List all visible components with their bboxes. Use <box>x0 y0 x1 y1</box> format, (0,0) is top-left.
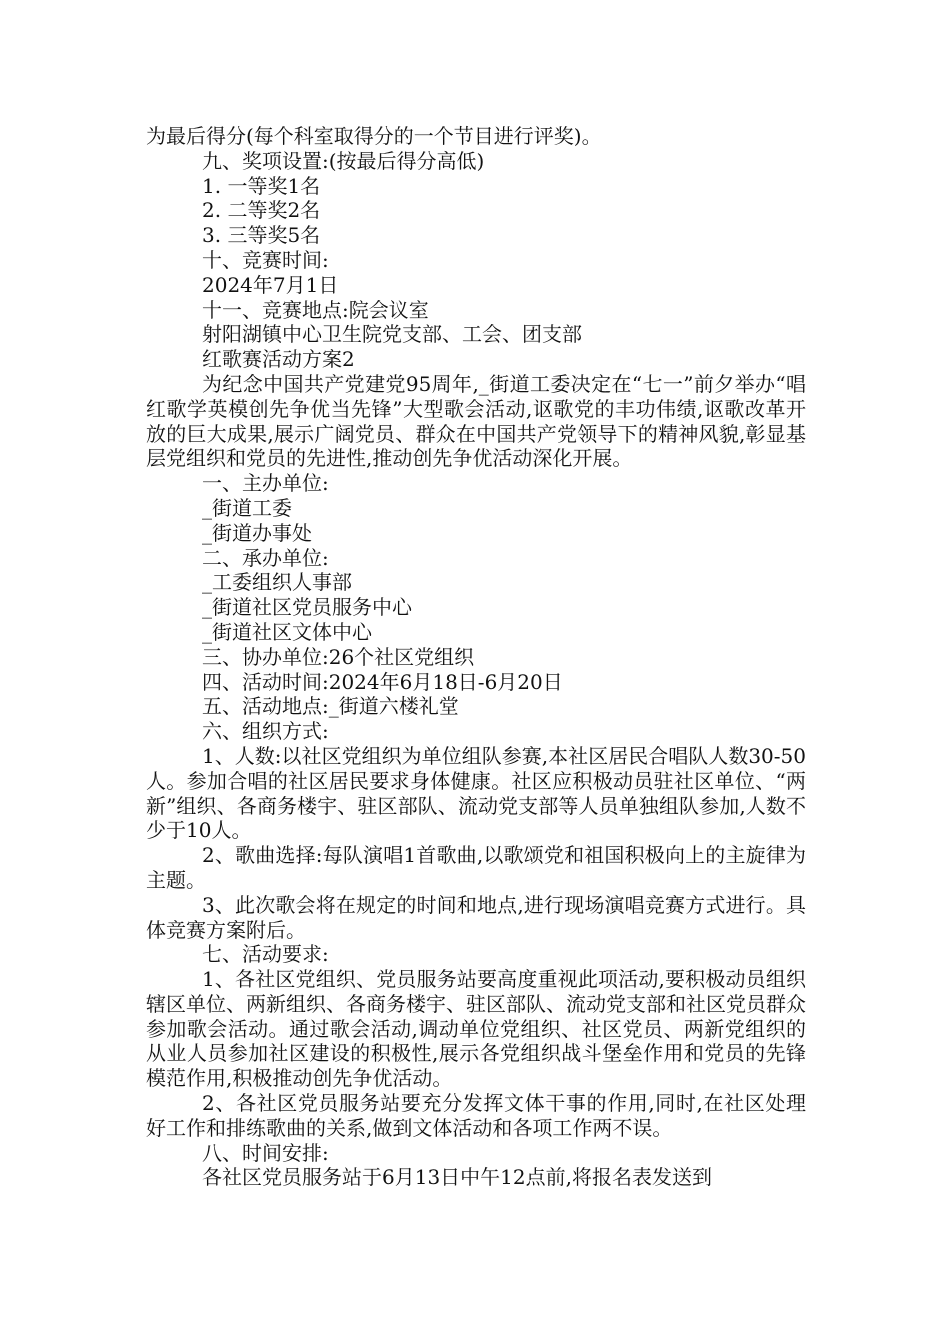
paragraph: 四、活动时间:2024年6月18日-6月20日 <box>202 669 563 694</box>
paragraph: _工委组织人事部 <box>202 570 352 595</box>
paragraph: 六、组织方式: <box>202 719 329 744</box>
paragraph: 二、承办单位: <box>202 545 329 570</box>
paragraph: _街道社区文体中心 <box>202 619 372 644</box>
paragraph: 八、时间安排: <box>202 1140 329 1165</box>
paragraph: 3、此次歌会将在规定的时间和地点,进行现场演唱竞赛方式进行。具体竞赛方案附后。 <box>146 892 806 942</box>
paragraph: 九、奖项设置:(按最后得分高低) <box>202 148 485 173</box>
paragraph: 1、人数:以社区党组织为单位组队参赛,本社区居民合唱队人数30-50人。参加合唱的社区居民要求身体健康。社区应积极动员驻社区单位、“两新”组织、各商务楼宇、驻区部队、流动党支部等人员单独组队参加,人数不少于10人。 <box>146 743 806 843</box>
paragraph: 五、活动地点:_街道六楼礼堂 <box>202 694 459 719</box>
paragraph: 十一、竞赛地点:院会议室 <box>202 297 429 322</box>
paragraph: 一、主办单位: <box>202 471 329 496</box>
paragraph: _街道工委 <box>202 495 292 520</box>
paragraph: 红歌赛活动方案2 <box>202 347 355 372</box>
paragraph: 2、歌曲选择:每队演唱1首歌曲,以歌颂党和祖国积极向上的主旋律为主题。 <box>146 843 806 892</box>
paragraph: 七、活动要求: <box>202 942 329 967</box>
paragraph: 1. 一等奖1名 <box>202 173 321 198</box>
paragraph: 1、各社区党组织、党员服务站要高度重视此项活动,要积极动员组织辖区单位、两新组织、各商务楼宇、驻区部队、流动党支部和社区党员群众参加歌会活动。通过歌会活动,调动单位党组织、社区党员、两新党组织的从业人员参加社区建设的积极性,展示各党组织战斗堡垒作用和党员的先锋模范作用,积极推动创先争优活动。 <box>146 967 806 1091</box>
paragraph: 射阳湖镇中心卫生院党支部、工会、团支部 <box>202 322 582 347</box>
paragraph: 2、各社区党员服务站要充分发挥文体干事的作用,同时,在社区处理好工作和排练歌曲的关系,做到文体活动和各项工作两不误。 <box>146 1091 806 1140</box>
paragraph: 十、竞赛时间: <box>202 247 329 272</box>
paragraph: 2024年7月1日 <box>202 272 339 297</box>
paragraph: 三、协办单位:26个社区党组织 <box>202 644 475 669</box>
paragraph: 为最后得分(每个科室取得分的一个节目进行评奖)。 <box>146 124 602 148</box>
paragraph: 2. 二等奖2名 <box>202 198 321 223</box>
paragraph: 3. 三等奖5名 <box>202 223 321 248</box>
paragraph: 各社区党员服务站于6月13日中午12点前,将报名表发送到 <box>202 1165 712 1190</box>
paragraph: _街道社区党员服务中心 <box>202 595 412 620</box>
paragraph: _街道办事处 <box>202 520 312 545</box>
document-body <box>146 124 806 1190</box>
paragraph: 为纪念中国共产党建党95周年,_街道工委决定在“七一”前夕举办“唱红歌学英模创先争优当先锋”大型歌会活动,讴歌党的丰功伟绩,讴歌改革开放的巨大成果,展示广阔党员、群众在中国共产党领导下的精神风貌,彰显基层党组织和党员的先进性,推动创先争优活动深化开展。 <box>146 371 806 471</box>
